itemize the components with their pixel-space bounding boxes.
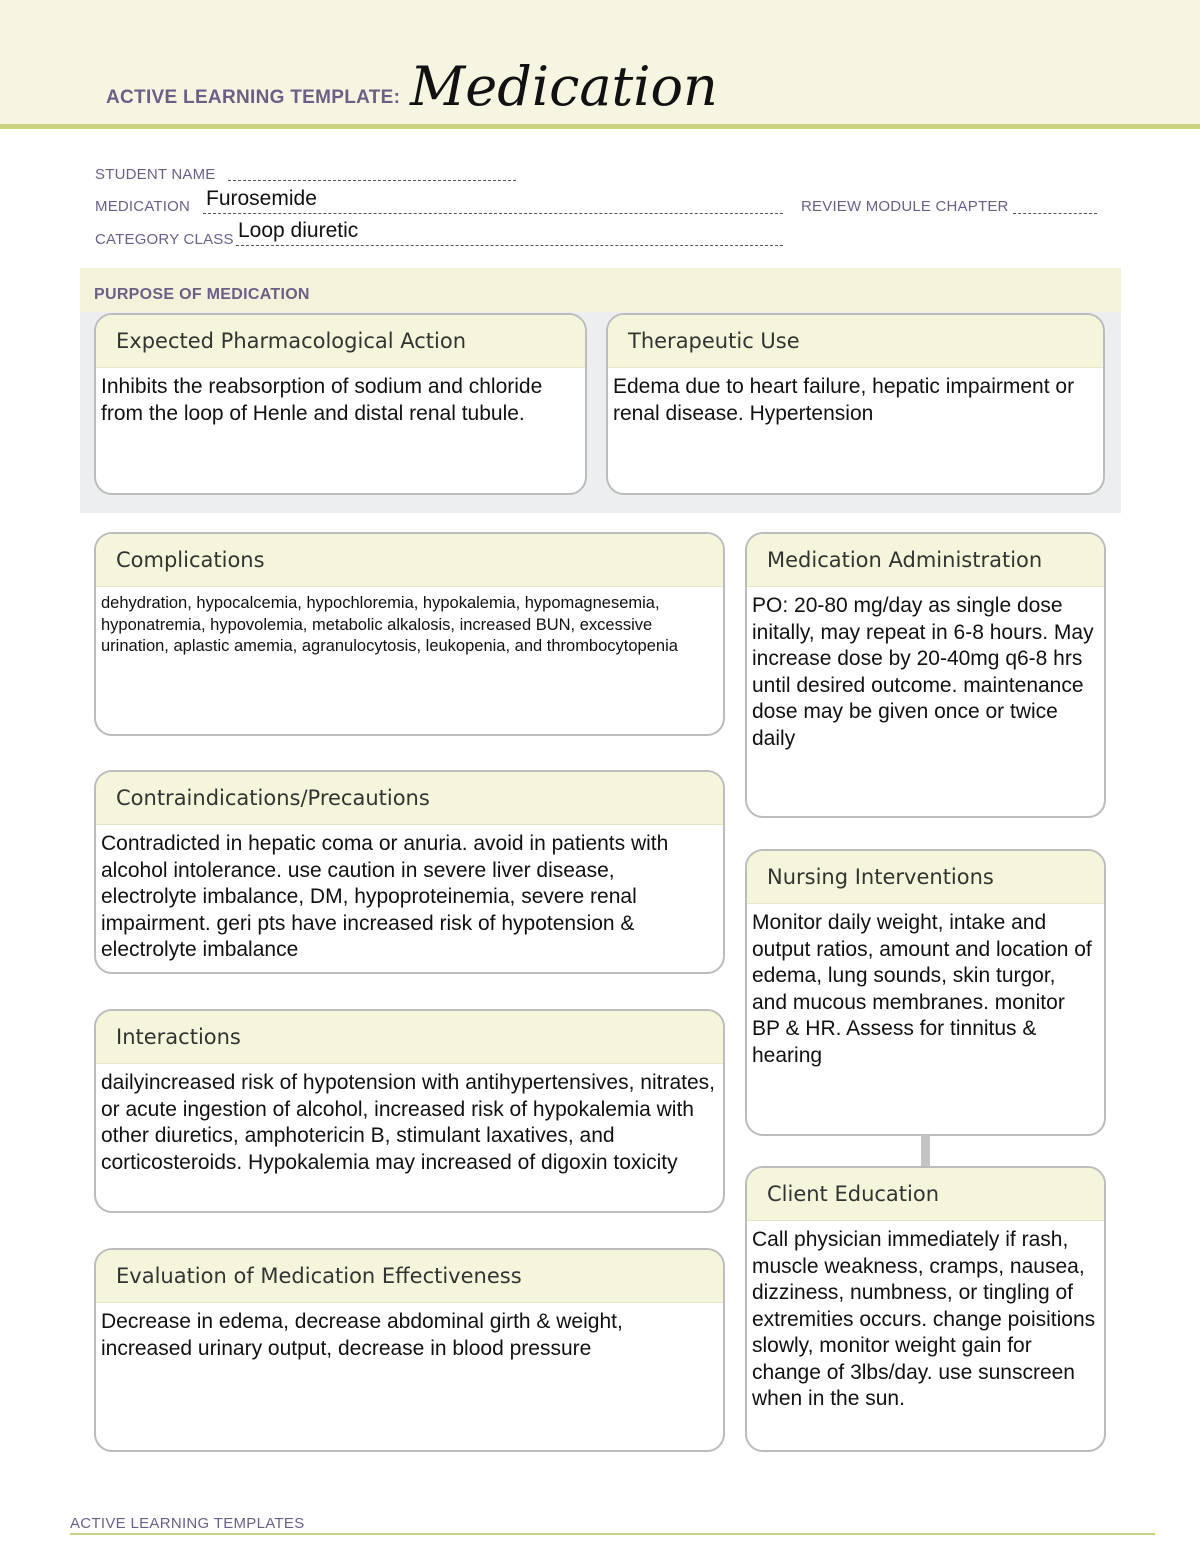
card-body[interactable]: PO: 20-80 mg/day as single dose initally, may repeat in 6-8 hours. May increase dose by 20-40mg q6-8 hrs until desired outcome. maintenance dose may be given once or twice daily bbox=[752, 594, 1094, 750]
card-title: Medication Administration bbox=[767, 548, 1043, 572]
card-title: Evaluation of Medication Effectiveness bbox=[116, 1264, 522, 1288]
card-header bbox=[96, 772, 723, 825]
evaluation-card bbox=[94, 1248, 725, 1452]
medication-field[interactable] bbox=[203, 213, 783, 214]
interactions-card bbox=[94, 1009, 725, 1213]
medication-label: MEDICATION bbox=[95, 198, 191, 215]
student-name-label: STUDENT NAME bbox=[95, 166, 216, 183]
card-header bbox=[96, 1250, 723, 1303]
template-label: ACTIVE LEARNING TEMPLATE: bbox=[106, 87, 401, 108]
card-title: Contraindications/Precautions bbox=[116, 786, 430, 810]
card-body[interactable]: Monitor daily weight, intake and output ratios, amount and location of edema, lung sounds, skin turgor, and mucous membranes. monitor BP & HR. Assess for tinnitus & hearing bbox=[752, 911, 1092, 1067]
card-header bbox=[96, 315, 585, 368]
card-header bbox=[747, 851, 1104, 904]
card-body[interactable]: dehydration, hypocalcemia, hypochloremia, hypokalemia, hypomagnesemia, hyponatremia, hypovolemia, metabolic alkalosis, increased BUN, excessive urination, aplastic amemia, agranulocytosis, leukopenia, and thrombocytopenia bbox=[101, 594, 678, 655]
card-body[interactable]: Edema due to heart failure, hepatic impairment or renal disease. Hypertension bbox=[613, 375, 1075, 425]
card-header bbox=[608, 315, 1103, 368]
card-title: Expected Pharmacological Action bbox=[116, 329, 467, 353]
medication-administration-card bbox=[745, 532, 1106, 818]
review-module-field[interactable] bbox=[1013, 213, 1097, 214]
therapeutic-use-card bbox=[606, 313, 1105, 495]
medication-value: Furosemide bbox=[206, 187, 317, 210]
card-body[interactable]: Call physician immediately if rash, muscle weakness, cramps, nausea, dizziness, numbness, or tingling of extremities occurs. change poisitions slowly, monitor weight gain for change of 3lbs/day. use sunscreen when in the sun. bbox=[752, 1228, 1096, 1410]
card-header bbox=[747, 1168, 1104, 1221]
card-body[interactable]: Contradicted in hepatic coma or anuria. avoid in patients with alcohol intolerance. use caution in severe liver disease, electrolyte imbalance, DM, hypoproteinemia, severe renal impairment. geri pts have increased risk of hypotension & electrolyte imbalance bbox=[101, 832, 669, 961]
card-body[interactable]: Inhibits the reabsorption of sodium and chloride from the loop of Henle and distal renal tubule. bbox=[101, 375, 543, 425]
connector-bar bbox=[921, 1135, 930, 1166]
category-class-value: Loop diuretic bbox=[238, 219, 359, 242]
complications-card bbox=[94, 532, 725, 736]
student-name-field[interactable] bbox=[228, 180, 516, 181]
review-module-label: REVIEW MODULE CHAPTER bbox=[801, 198, 1009, 215]
client-education-card bbox=[745, 1166, 1106, 1452]
card-body[interactable]: dailyincreased risk of hypotension with antihypertensives, nitrates, or acute ingestion of alcohol, increased risk of hypokalemia with other diuretics, amphotericin B, stimulant laxatives, and corticosteroids. Hypokalemia may increased of digoxin toxicity bbox=[101, 1071, 715, 1174]
expected-action-card bbox=[94, 313, 587, 495]
category-class-field[interactable] bbox=[236, 245, 783, 246]
purpose-title: PURPOSE OF MEDICATION bbox=[94, 286, 310, 303]
contraindications-card bbox=[94, 770, 725, 974]
page-title: Medication bbox=[410, 55, 718, 118]
card-title: Nursing Interventions bbox=[767, 865, 994, 889]
category-class-label: CATEGORY CLASS bbox=[95, 231, 234, 248]
card-header bbox=[96, 534, 723, 587]
card-header bbox=[747, 534, 1104, 587]
card-body[interactable]: Decrease in edema, decrease abdominal girth & weight, increased urinary output, decrease in blood pressure bbox=[101, 1310, 623, 1360]
footer-line bbox=[70, 1533, 1155, 1535]
card-title: Complications bbox=[116, 548, 265, 572]
card-title: Client Education bbox=[767, 1182, 940, 1206]
card-title: Therapeutic Use bbox=[628, 329, 800, 353]
footer-text: ACTIVE LEARNING TEMPLATES bbox=[70, 1515, 305, 1532]
card-title: Interactions bbox=[116, 1025, 241, 1049]
card-header bbox=[96, 1011, 723, 1064]
nursing-interventions-card bbox=[745, 849, 1106, 1136]
